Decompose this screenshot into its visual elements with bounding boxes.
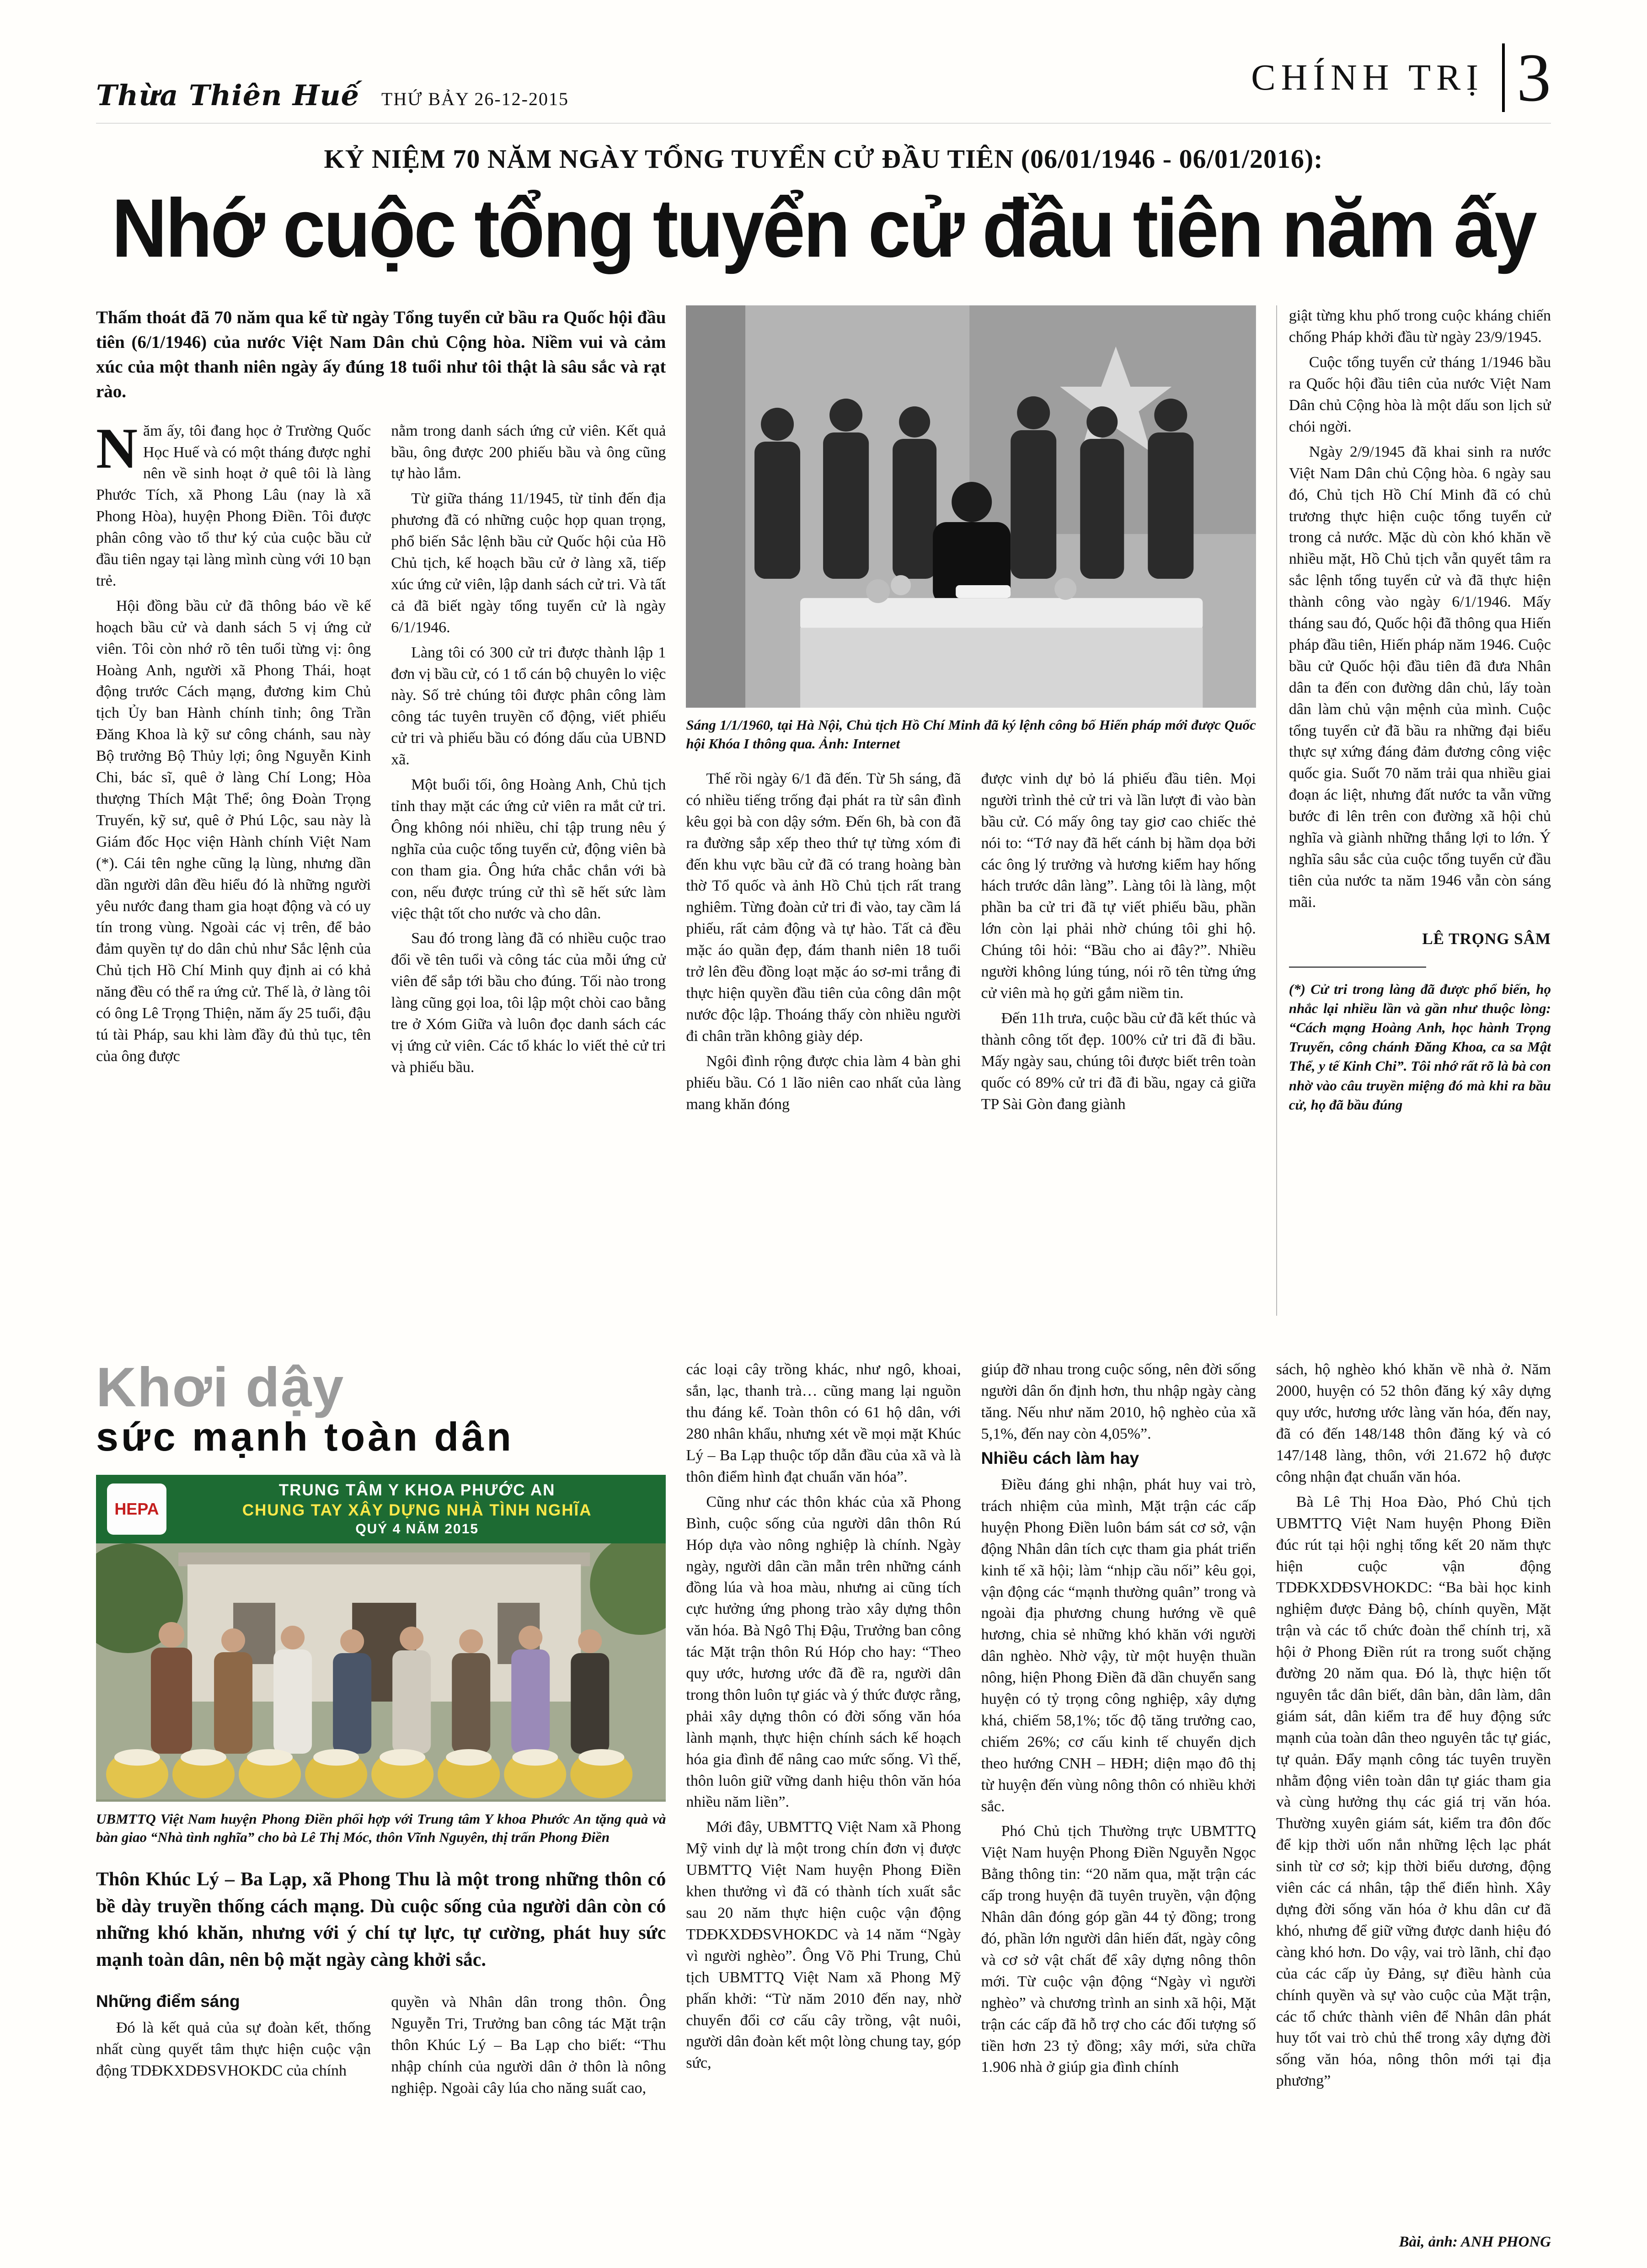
article2-title-line2: sức mạnh toàn dân — [96, 1414, 514, 1460]
article1-column-2 — [391, 421, 666, 1316]
paragraph: Ngôi đình rộng được chia làm 4 bàn ghi phiếu bầu. Có 1 lão niên cao nhất của làng mang khăn đóng — [686, 1052, 961, 1113]
article1-middle-block — [686, 305, 1256, 1316]
section-title: CHÍNH TRỊ — [1251, 57, 1484, 98]
paragraph: Đó là kết quả của sự đoàn kết, thống nhất cùng quyết tâm thực hiện cuộc vận động TDĐKXDĐSVHOKDC của chính — [96, 2019, 371, 2079]
masthead-group — [96, 79, 569, 112]
article1-left-block — [96, 305, 666, 1316]
article1-byline: LÊ TRỌNG SÂM — [1422, 929, 1551, 948]
paragraph-list — [981, 768, 1256, 1115]
paragraph: Sau đó trong làng đã có nhiều cuộc trao đổi về tên tuổi và công tác của mỗi ứng cử viên để sắp tới bầu cho đúng. Tối nào trong làng cũng gọi loa, tôi lập một chòi cao bằng tre ở Xóm Giữa và luôn đọc danh sách các vị ứng cử viên. Các tổ khác lo viết thẻ cử tri và phiếu bầu. — [391, 930, 666, 1076]
newspaper-logo: Thừa Thiên Huế — [96, 79, 360, 112]
paragraph: ăm ấy, tôi đang học ở Trường Quốc Học Huế và có một tháng được nghỉ nên về sinh hoạt ở quê tôi là làng Phước Tích, xã Phong Lâu (nay là xã Phong Hòa), huyện Phong Điền. Tôi được phân công vào tổ thư ký của cuộc bầu cử đầu tiên ngay tại làng mình cùng với 10 bạn trẻ. — [96, 422, 371, 589]
paragraph: sách, hộ nghèo khó khăn về nhà ở. Năm 2000, huyện có 52 thôn đăng ký xây dựng quy ước, hương ước làng văn hóa, đến nay, đã có đến 148/148 thôn đăng ký và có 147/148 làng, thôn, với 21.672 hộ được công nhận đạt chuẩn văn hóa. — [1276, 1361, 1551, 1485]
paragraph-list — [391, 421, 666, 1078]
paragraph: Mới đây, UBMTTQ Việt Nam xã Phong Mỹ vinh dự là một trong chín đơn vị được UBMTTQ Việt Nam huyện Phong Điền khen thưởng vì đã có thành tích xuất sắc sau 20 năm thực hiện cuộc vận động TDĐKXDĐSVHOKDC và 14 năm “Ngày vì người nghèo”. Ông Võ Phi Trung, Chủ tịch UBMTTQ Việt Nam xã Phong Mỹ phấn khởi: “Từ năm 2010 đến nay, nhờ chuyển đổi cơ cấu cây trồng, vật nuôi, người dân đoàn kết một lòng chung tay, góp sức, — [686, 1819, 961, 2072]
article2-column-1 — [96, 1992, 371, 2251]
paragraph: Bà Lê Thị Hoa Đào, Phó Chủ tịch UBMTTQ Việt Nam huyện Phong Điền đúc rút tại hội nghị tổng kết 20 năm thực hiện cuộc vận động TDĐKXDĐSVHOKDC: “Ba bài học kinh nghiệm được Đảng bộ, chính quyền, Mặt trận và các tổ chức đoàn thể chính trị, xã hội ở Phong Điền rút ra trong suốt chặng đường 20 năm qua. Đó là, thực hiện tốt nguyên tắc dân biết, dân bàn, dân làm, dân giám sát, dân kiểm tra để huy động sức mạnh của toàn dân theo nguyên tắc tự giác, tự quản. Đẩy mạnh công tác tuyên truyền nhằm động viên toàn dân tự giác tham gia và cùng hưởng thụ các giá trị văn hóa. Thường xuyên giám sát, kiểm tra đôn đốc để kịp thời uốn nắn những lệch lạc phát sinh từ cơ sở; kịp thời biểu dương, động viên các cá nhân, tập thể điển hình. Xây dựng đời sống văn hóa ở khu dân cư đã khó, nhưng để giữ vững được danh hiệu đó càng khó hơn. Do vậy, vai trò lãnh, chỉ đạo của các cấp ủy Đảng, sự điều hành của chính quyền và sự vào cuộc của Mặt trận, các tổ chức thành viên để Nhân dân phát huy tốt vai trò chủ thể trong xây dựng đời sống văn hóa, nông thôn mới tại địa phương” — [1276, 1493, 1551, 2090]
footnote-separator — [1289, 966, 1426, 968]
paragraph-list — [686, 1359, 961, 2078]
paragraph-list — [981, 1474, 1256, 2082]
article2-column-3 — [686, 1359, 961, 2251]
paragraph: giật từng khu phố trong cuộc kháng chiến chống Pháp khởi đầu từ ngày 23/9/1945. — [1289, 307, 1551, 346]
page-header — [96, 40, 1551, 123]
article1-headline: Nhớ cuộc tổng tuyển cử đầu tiên năm ấy — [112, 181, 1535, 275]
paragraph-list — [96, 2017, 371, 2082]
article2-subhead-1: Những điểm sáng — [96, 1991, 240, 2011]
header-divider — [1502, 43, 1505, 112]
article2-column-2 — [391, 1992, 666, 2251]
article1-column-3 — [686, 768, 961, 1316]
article1-column-1 — [96, 421, 371, 1316]
banner-line-3: QUÝ 4 NĂM 2015 — [355, 1521, 479, 1537]
issue-date: THỨ BẢY 26-12-2015 — [381, 89, 569, 109]
article1-kicker: KỶ NIỆM 70 NĂM NGÀY TỔNG TUYỂN CỬ ĐẦU TIÊN (06/01/1946 - 06/01/2016): — [324, 144, 1323, 174]
photo2-illustration — [96, 1543, 666, 1799]
article1-left-columns — [96, 421, 666, 1316]
paragraph: Từ giữa tháng 11/1945, từ tỉnh đến địa phương đã có những cuộc họp quan trọng, phổ biến Sắc lệnh bầu cử Quốc hội của Hồ Chủ tịch, kế hoạch bầu cử ở làng xã, tiếp xúc ứng cử viên, lập danh sách cử tri. Và tất cả đã biết ngày tổng tuyển cử là ngày 6/1/1946. — [391, 490, 666, 636]
paragraph: được vinh dự bỏ lá phiếu đầu tiên. Mọi người trình thẻ cử tri và lần lượt đi vào bàn bầu cử. Có mấy ông tay giơ cao chiếc thẻ nói to: “Tớ nay đã hết cánh bị hầm dọa bởi các ông lý trưởng và hương kiểm hay hống hách trước dân làng”. Làng tôi là làng, một phần ba cử tri đã tự viết phiếu bầu, phần lớn còn lại phải nhờ chúng tôi ghi hộ. Chúng tôi hỏi: “Bầu cho ai đây?”. Nhiều người không lúng túng, nói rõ tên từng ứng cử viên mà họ gửi gắm niềm tin. — [981, 770, 1256, 1002]
article2-left-block — [96, 1359, 666, 2251]
article1-middle-columns — [686, 768, 1256, 1316]
section-group — [1251, 40, 1551, 116]
article1-lead: Thấm thoát đã 70 năm qua kể từ ngày Tổng tuyển cử bầu ra Quốc hội đầu tiên (6/1/1946) của nước Việt Nam Dân chủ Cộng hòa. Niềm vui và cảm xúc của một thanh niên ngày ấy đúng 18 tuổi như tôi thật là sâu sắc và rạt rào. — [96, 308, 666, 401]
article2-left-columns — [96, 1992, 666, 2251]
paragraph-list — [96, 596, 371, 1067]
paragraph-list — [686, 768, 961, 1115]
article1-column-5 — [1276, 305, 1551, 1316]
photo-ho-chi-minh-signing — [686, 305, 1256, 708]
paragraph: Làng tôi có 300 cử tri được thành lập 1 đơn vị bầu cử, có 1 tổ cán bộ chuyên lo việc này. Số trẻ chúng tôi được phân công làm công tác tuyên truyền cổ động, viết phiếu cử tri và phiếu bầu có đóng dấu của UBND xã. — [391, 644, 666, 768]
paragraph: nằm trong danh sách ứng cử viên. Kết quả bầu, ông được 200 phiếu bầu và ông cũng tự hào lắm. — [391, 422, 666, 482]
article1-column-4 — [981, 768, 1256, 1316]
article2-subhead-2: Nhiều cách làm hay — [981, 1448, 1139, 1468]
banner-line-2: CHUNG TAY XÂY DỰNG NHÀ TÌNH NGHĨA — [242, 1501, 592, 1520]
page-number: 3 — [1517, 40, 1551, 116]
paragraph-list — [981, 1359, 1256, 1449]
paragraph: Phó Chủ tịch Thường trực UBMTTQ Việt Nam huyện Phong Điền Nguyễn Ngọc Bằng thông tin: “20 năm qua, mặt trận các cấp trong huyện đã tuyên truyền, vận động Nhân dân đóng góp gần 44 tỷ đồng; trong đó, phần lớn người dân hiến đất, ngày công và cơ sở vật chất để xây dựng nông thôn mới. Từ cuộc vận động “Ngày vì người nghèo” và chương trình an sinh xã hội, Mặt trận các cấp đã hỗ trợ cho các đối tượng số tiền hơn 23 tỷ đồng; xây mới, sửa chữa 1.906 nhà ở giúp gia đình chính — [981, 1823, 1256, 2076]
photo1-illustration — [686, 305, 1256, 708]
article2-byline: Bài, ảnh: ANH PHONG — [1399, 2234, 1551, 2251]
paragraph: quyền và Nhân dân trong thôn. Ông Nguyễn Tri, Trưởng ban công tác Mặt trận thôn Khúc Lý – Ba Lạp cho biết: “Thu nhập chính của người dân ở thôn là nông nghiệp. Ngoài cây lúa cho năng suất cao, — [391, 1993, 666, 2097]
hepa-logo: HEPA — [107, 1484, 166, 1535]
dropcap-paragraph — [96, 421, 371, 592]
paragraph-list — [1276, 1359, 1551, 2096]
photo1-caption: Sáng 1/1/1960, tại Hà Nội, Chủ tịch Hồ Chí Minh đã ký lệnh công bố Hiến pháp mới được Quốc hội Khóa I thông qua. Ảnh: Internet — [686, 717, 1256, 752]
paragraph: Cuộc tổng tuyển cử tháng 1/1946 bầu ra Quốc hội đầu tiên của nước Việt Nam Dân chủ Cộng hòa là một dấu son lịch sử chói ngời. — [1289, 354, 1551, 435]
paragraph: Thế rồi ngày 6/1 đã đến. Từ 5h sáng, đã có nhiều tiếng trống đại phát ra từ sân đình kêu gọi bà con dậy sớm. Đến 6h, bà con đã ra đường sắp xếp theo thứ tự từng xóm đi đến khu vực bầu cử đã có trang hoàng bàn thờ Tổ quốc và ảnh Hồ Chủ tịch rất trang nghiêm. Từng đoàn cử tri đi vào, tay cầm lá phiếu, rất cảm động và tự hào. Tất cả đều mặc áo quần đẹp, đám thanh niên 18 tuổi trở lên đều đồng loạt mặc áo sơ-mi trắng đi thực hiện quyền đầu tiên của công dân một nước độc lập. Thoáng thấy còn nhiều người đi chân trần không giày dép. — [686, 770, 961, 1045]
article2-column-5 — [1276, 1359, 1551, 2251]
article2-column-4 — [981, 1359, 1256, 2251]
paragraph: Ngày 2/9/1945 đã khai sinh ra nước Việt Nam Dân chủ Cộng hòa. 6 ngày sau đó, Chủ tịch Hồ Chí Minh đã có chủ trương thực hiện cuộc tổng tuyển cử trong cả nước. Mặc dù còn khó khăn về nhiều mặt, Hồ Chủ tịch vẫn quyết tâm ra sắc lệnh tổng tuyển cử và đã thực hiện thành công vào ngày 6/1/1946. Mấy tháng sau đó, Quốc hội đã thông qua Hiến pháp đầu tiên, Hiến pháp năm 1946. Cuộc bầu cử Quốc hội đầu tiên đã đưa Nhân dân ta đến con đường dân chủ, lấy toàn dân làm chủ vận mệnh của mình. Cuộc tổng tuyển cử đã bầu ra những đại biểu thực sự xứng đáng đảm đương công việc quốc gia. Suốt 70 năm trải qua nhiều giai đoạn ác liệt, nhưng đất nước ta vẫn vững bước đi lên trên con đường xã hội chủ nghĩa và giành những thắng lợi to lớn. Ý nghĩa sâu sắc của cuộc tổng tuyển cử đầu tiên của nước ta năm 1946 vẫn còn sáng mãi. — [1289, 443, 1551, 911]
paragraph-list — [1289, 305, 1551, 917]
paragraph: Đến 11h trưa, cuộc bầu cử đã kết thúc và thành công tốt đẹp. 100% cử tri đã đi bầu. Mấy ngày sau, chúng tôi được biết trên toàn quốc có 89% cử tri đã đi bầu, ngay cả giữa TP Sài Gòn đang giành — [981, 1009, 1256, 1113]
article2-title-line1: Khơi dậy — [96, 1359, 345, 1419]
article1-body — [96, 305, 1551, 1316]
paragraph: Hội đồng bầu cử đã thông báo về kế hoạch bầu cử và danh sách 5 vị ứng cử viên. Tôi còn nhớ rõ tên tuổi từng vị: ông Hoàng Anh, người xã Phong Thái, hoạt động trước Cách mạng, đương kim Chủ tịch Ủy ban Hành chính tỉnh; ông Trần Đăng Khoa là kỹ sư công chánh, sau này Bộ trưởng Bộ Thủy lợi; ông Nguyễn Kinh Chi, bác sĩ, quê ở làng Chí Long; Hòa thượng Thích Mật Thể; ông Đoàn Trọng Truyến, kỹ sư, quê ở Phú Lộc, sau này là Giám đốc Học viện Hành chính Việt Nam (*). Cái tên nghe cũng lạ lùng, nhưng dần dần người dân đều hiểu đó là những người yêu nước đang tham gia hoạt động và có uy tín trong vùng. Ngoài các vị trên, để bảo đảm quyền tự do dân chủ như Sắc lệnh của Chủ tịch Hồ Chí Minh quy định ai có khả năng đều có thể ra ứng cử. Thế là, ở làng tôi có ông Lê Trọng Thiện, năm ấy 25 tuổi, đậu tú tài Pháp, sau khi làm đầy đủ thủ tục, tên của ông được — [96, 597, 371, 1065]
photo-gift-ceremony — [96, 1475, 666, 1802]
drop-cap: N — [96, 420, 138, 480]
article2-intro: Thôn Khúc Lý – Ba Lạp, xã Phong Thu là một trong những thôn có bề dày truyền thống cách mạng. Dù cuộc sống của người dân còn có những khó khăn, nhưng với ý chí tự lực, tự cường, phát huy sức mạnh toàn dân, nên bộ mặt ngày càng khởi sắc. — [96, 1868, 666, 1971]
article1-footnote: (*) Cử tri trong làng đã được phổ biến, họ nhắc lại nhiều lần và gần như thuộc lòng: “Cách mạng Hoàng Anh, học hành Trọng Truyến, công chánh Đăng Khoa, ca sa Mật Thể, y tế Kinh Chi”. Tôi nhớ rất rõ là bà con nhờ vào câu truyền miệng đó mà khi ra bầu cử, họ đã bầu đúng — [1289, 981, 1551, 1113]
paragraph: các loại cây trồng khác, như ngô, khoai, sắn, lạc, thanh trà… cũng mang lại nguồn thu đáng kể. Toàn thôn có 61 hộ dân, với 280 nhân khẩu, nhưng xét về mọi mặt Khúc Lý – Ba Lạp thuộc tốp dẫn đầu của xã và là thôn điểm hình đạt chuẩn văn hóa”. — [686, 1361, 961, 1485]
paragraph: giúp đỡ nhau trong cuộc sống, nên đời sống người dân ổn định hơn, thu nhập ngày càng tăng. Nếu như năm 2010, hộ nghèo của xã 5,1%, đến nay còn 4,05%”. — [981, 1361, 1256, 1443]
paragraph-list — [391, 1992, 666, 2099]
article2-body — [96, 1359, 1551, 2251]
paragraph: Điều đáng ghi nhận, phát huy vai trò, trách nhiệm của mình, Mặt trận các cấp huyện Phong Điền luôn bám sát cơ sở, vận động Nhân dân tích cực tham gia phát triển kinh tế xã hội; làm “nhịp cầu nối” kêu gọi, vận động các “mạnh thường quân” trong và ngoài địa phương chung hướng về quê hương, chia sẻ những khó khăn với người dân nghèo. Nhờ vậy, từ một huyện thuần nông, hiện Phong Điền đã dần chuyển sang huyện có tỷ trọng công nghiệp, xây dựng khá, chiếm 58,1%; tốc độ tăng trưởng cao, chiếm 26%; cơ cấu kinh tế chuyển dịch theo hướng CNH – HĐH; diện mạo đô thị từ huyện đến vùng nông thôn có nhiều khởi sắc. — [981, 1476, 1256, 1815]
ceremony-banner — [96, 1475, 666, 1543]
photo2-caption: UBMTTQ Việt Nam huyện Phong Điền phối hợp với Trung tâm Y khoa Phước An tặng quà và bàn giao “Nhà tình nghĩa” cho bà Lê Thị Móc, thôn Vĩnh Nguyên, thị trấn Phong Điền — [96, 1811, 666, 1846]
banner-line-1: TRUNG TÂM Y KHOA PHƯỚC AN — [278, 1481, 556, 1500]
banner-text — [179, 1481, 655, 1537]
paragraph: Một buổi tối, ông Hoàng Anh, Chủ tịch tỉnh thay mặt các ứng cử viên ra mắt cử tri. Ông không nói nhiều, chỉ tập trung nêu ý nghĩa của cuộc tổng tuyển cử, động viên bà con tham gia. Ông hứa chắc chắn với bà con, nếu được trúng cử thì sẽ hết sức làm việc thật tốt cho nước và cho dân. — [391, 776, 666, 922]
paragraph: Cũng như các thôn khác của xã Phong Bình, cuộc sống của người dân thôn Rú Hóp dựa vào nông nghiệp là chính. Ngày ngày, người dân cần mẫn trên những cánh đồng lúa và hoa màu, nhưng ai cũng tích cực hưởng ứng phong trào xây dựng thôn văn hóa. Bà Ngô Thị Đậu, Trưởng ban công tác Mặt trận thôn Rú Hóp cho hay: “Theo quy ước, hương ước đã đề ra, người dân trong thôn luôn tự giác và ý thức được rằng, phải xây dựng thôn có đời sống văn hóa lành mạnh, thực hiện chính sách kế hoạch hóa gia đình để nâng cao mức sống. Vì thế, thôn luôn giữ vững danh hiệu thôn văn hóa nhiều năm liền”. — [686, 1493, 961, 1811]
